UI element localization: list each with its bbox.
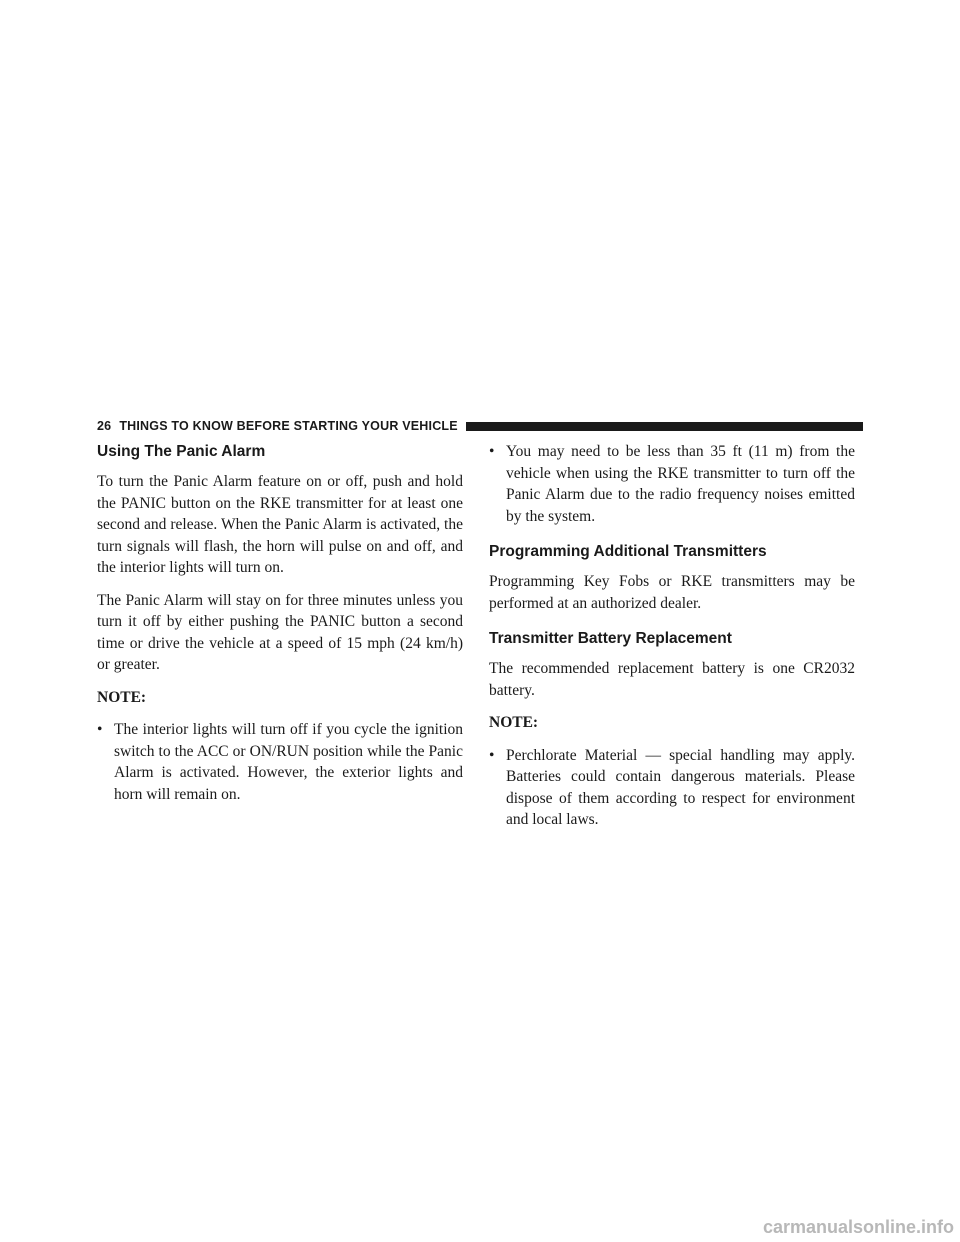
list-item bbox=[489, 745, 855, 831]
paragraph-programming: Programming Key Fobs or RKE transmitters may be performed at an authorized dealer. bbox=[489, 573, 855, 612]
left-column bbox=[97, 441, 463, 816]
continued-note-list bbox=[489, 441, 855, 527]
paragraph-panic-intro: To turn the Panic Alarm feature on or off, push and hold the PANIC button on the RKE transmitter for at least one second and release. When the Panic Alarm is activated, the turn signals will flash, the horn will pulse on and off, and the interior lights will turn on. bbox=[97, 473, 463, 576]
list-item bbox=[489, 441, 855, 527]
heading-programming-transmitters: Programming Additional Transmitters bbox=[489, 543, 767, 560]
paragraph-panic-duration: The Panic Alarm will stay on for three minutes unless you turn it off by either pushing the PANIC button a second time or drive the vehicle at a speed of 15 mph (24 km/h) or greater. bbox=[97, 591, 463, 673]
running-header bbox=[97, 418, 863, 434]
list-item bbox=[97, 719, 463, 805]
note-label: NOTE: bbox=[489, 714, 539, 731]
paragraph-battery: The recommended replacement battery is one CR2032 battery. bbox=[489, 660, 855, 699]
page-number: 26 bbox=[97, 419, 112, 433]
header-rule bbox=[466, 422, 863, 431]
list-item-text: You may need to be less than 35 ft (11 m) from the vehicle when using the RKE transmitter to turn off the Panic Alarm due to the radio frequency noises emitted by the system. bbox=[506, 443, 855, 525]
watermark: carmanualsonline.info bbox=[762, 1217, 954, 1237]
list-item-text: The interior lights will turn off if you cycle the ignition switch to the ACC or ON/RUN position while the Panic Alarm is activated. However, the exterior lights and horn will remain on. bbox=[114, 721, 463, 803]
battery-note-list bbox=[489, 745, 855, 831]
bullet-icon: • bbox=[489, 746, 495, 764]
section-title: THINGS TO KNOW BEFORE STARTING YOUR VEHICLE bbox=[119, 419, 458, 433]
right-column bbox=[489, 441, 855, 842]
note-list bbox=[97, 719, 463, 805]
bullet-icon: • bbox=[489, 443, 495, 460]
heading-panic-alarm: Using The Panic Alarm bbox=[97, 443, 266, 460]
list-item-text: Perchlorate Material — special handling may apply. Batteries could contain dangerous materials. Please dispose of them according to respect for environment and local laws. bbox=[506, 746, 855, 828]
note-label: NOTE: bbox=[97, 688, 147, 706]
bullet-icon: • bbox=[97, 721, 103, 738]
heading-battery-replacement: Transmitter Battery Replacement bbox=[489, 630, 732, 647]
